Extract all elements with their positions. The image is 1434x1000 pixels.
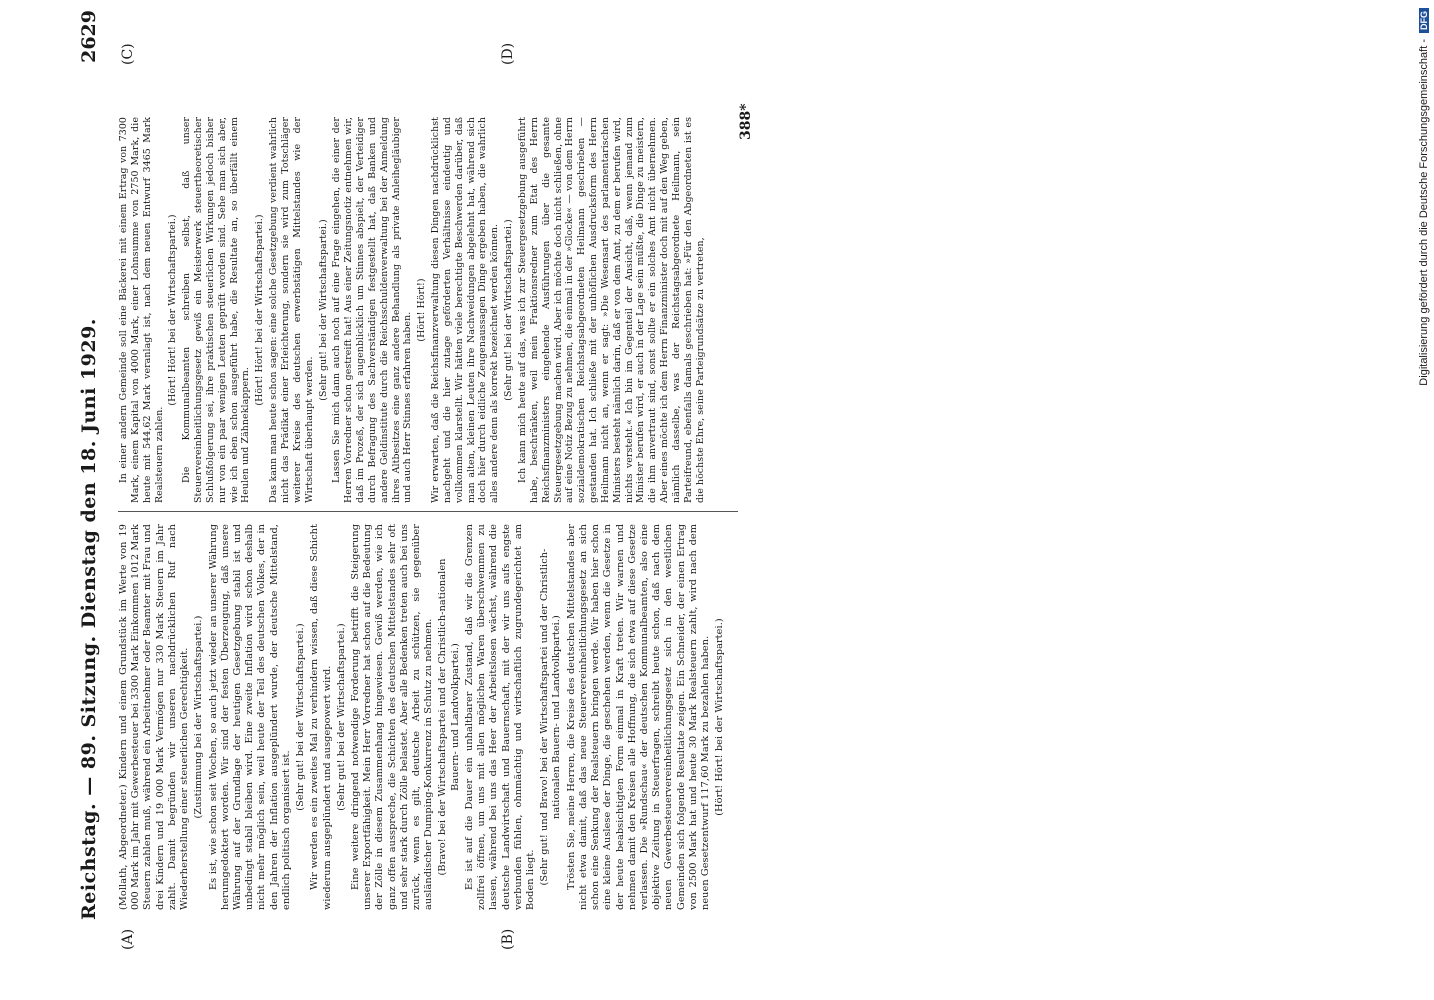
interjection: (Sehr gut! bei der Wirtschaftspartei.)	[295, 623, 307, 811]
page-number: 2629	[78, 10, 100, 63]
page-header	[78, 10, 118, 930]
digitization-sidebar	[1418, 8, 1434, 998]
dfg-logo: DFG	[1419, 8, 1429, 33]
margin-marker-d: (D)	[500, 42, 516, 65]
interjection: (Sehr gut! bei der Wirtschaftspartei.)	[503, 219, 515, 401]
paragraph: Eine weitere dringend notwendige Forderung betrifft die Steigerung unserer Exportfähigkeit. Mein Herr Vorredner hat schon auf die Bedeutung der Zölle in diesem Zusammenhang hingewiesen. Gewiß werden, wie ich ganz offen ausspreche, die Schichten des deutschen Mittelstandes sehr oft und sehr stark durch Zölle belastet. Aber alle Bedenken treten auch bei uns zurück, wenn es gilt, deutsche Arbeit zu schützen, sie gegenüber ausländischer Dumping-Konkurrenz in Schutz zu nehmen.	[349, 524, 435, 910]
paragraph: In einer andern Gemeinde soll eine Bäckerei mit einem Ertrag von 7300 Mark, einem Kapital von 4000 Mark, einer Lohnsumme von 2750 Mark, die heute mit 544,62 Mark veranlagt ist, nach dem neuen Entwurf 3465 Mark Realsteuern zahlen.	[118, 117, 165, 503]
interjection: (Sehr gut! bei der Wirtschaftspartei.)	[335, 623, 347, 811]
interjection: (Hört! Hört! bei der Wirtschaftspartei.)	[254, 214, 266, 406]
paragraph: (Mollath, Abgeordneter.) Kindern und einem Grundstück im Werte von 19 000 Mark im Jahr mit Gewerbesteuer bei 3300 Mark Einkommen 1012 Mark Steuern zahlen muß, während ein Arbeitnehmer oder Beamter mit Frau und drei Kindern und 19 000 Mark Vermögen nur 330 Mark Steuern im Jahr zahlt. Damit begründen wir unseren nachdrücklichen Ruf nach Wiederherstellung einer steuerlichen Gerechtigkeit.	[118, 524, 191, 910]
paragraph: Es ist, wie schon seit Wochen, so auch jetzt wieder an unserer Währung herumgedoktert worden. Wir sind der festen Überzeugung, daß unsere Währung auf der Grundlage der heutigen Gesetzgebung stabil ist und unbedingt stabil bleiben wird. Eine zweite Inflation wird schon deshalb nicht mehr möglich sein, weil heute der Teil des deutschen Volkes, der in den Jahren der Inflation ausgeplündert wurde, der deutsche Mittelstand, endlich politisch organisiert ist.	[207, 524, 292, 910]
paragraph: Wir erwarten, daß die Reichsfinanzverwaltung diesen Dingen nachdrücklichst nachgeht und die hier zutage geförderten Verhältnisse eindeutig und vollkommen klarstellt. Wir hätten viele berechtigte Beschwerden darüber, daß man alten, kleinen Leuten ihre Nachweidungen abgelehnt hat, während sich doch hier durch eidliche Zeugenaussagen Dinge ergeben haben, die wahrlich alles andere denn als korrekt bezeichnet werden können.	[430, 117, 501, 503]
paragraph: Lassen Sie mich dann auch noch auf eine Frage eingehen, die einer der Herren Vorredner schon gestreift hat! Aus einer Zeitungsnotiz entnehmen wir, daß im Prozeß, der sich augenblicklich um Stinnes abspielt, der Verteidiger durch Befragung des Sachverständigen festgestellt hat, daß Banken und andere Geldinstitute durch die Reichsschuldenverwaltung bei der Anmeldung ihres Altbesitzes eine ganz andere Behandlung als private Anleihegläubiger und auch Herr Stinnes erfahren haben.	[331, 117, 414, 503]
sidebar-text: Digitalisierung gefördert durch die Deutsche Forschungsgemeinschaft -	[1418, 39, 1430, 386]
interjection: (Hört! Hört! bei der Wirtschaftspartei.)	[714, 618, 726, 816]
paragraph: Die Kommunalbeamten schreiben selbst, daß unser Steuervereinheitlichungsgesetz gewiß ein Meisterwerk steuertheoretischer Schlußfolgerung sei, ihre praktischen steuerlichen Wirkungen jedoch bisher nur von ein paar wenigen Leuten geprüft worden sind. Sehe man sich aber, wie ich eben schon ausgeführt habe, die Resultate an, so überfällt einem Heulen und Zähneklappern.	[181, 117, 252, 503]
interjection: (Sehr gut! und Bravo! bei der Wirtschaftspartei und der Christlich-nationalen Bauern- und Landvolkpartei.)	[539, 548, 563, 886]
paragraph: Das kann man heute schon sagen: eine solche Gesetzgebung verdient wahrlich nicht das Prädikat einer Erleichterung, sondern sie wird zum Totschläger weiterer Kreise des deutschen erwerbstätigen Mittelstandes wie der Wirtschaft überhaupt werden.	[268, 117, 315, 503]
right-column	[118, 117, 707, 503]
column-divider	[118, 511, 738, 512]
interjection: (Bravo! bei der Wirtschaftspartei und der Christlich-nationalen Bauern- und Landvolkpartei.)	[437, 558, 461, 876]
signature-mark: 388*	[738, 103, 754, 140]
interjection: (Zustimmung bei der Wirtschaftspartei.)	[193, 615, 205, 819]
margin-marker-c: (C)	[120, 43, 136, 65]
interjection: (Hört! Hört!)	[416, 278, 428, 342]
paragraph: Trösten Sie, meine Herren, die Kreise des deutschen Mittelstandes aber nicht etwa damit, daß das neue Steuervereinheitlichungsgesetz an sich schon eine Senkung der Realsteuern bringen werde. Wir haben hier schon eine kleine Auslese der Dinge, die geschehen werden, wenn die Gesetze in der heute beabsichtigten Form einmal in Kraft treten. Wir warnen und nehmen damit den Kreisen alle Hoffnung, die sich etwa auf diese Gesetze verlassen. Die »Rundschau« der deutschen Kommunalbeamten, also eine objektive Zeitung in Steuerfragen, schreibt heute schon, daß nach dem neuen Gewerbesteuervereinheitlichungsgesetz sich in den westlichen Gemeinden sich folgende Resultate zeigen. Ein Schneider, der einen Ertrag von 2500 Mark hat und heute 30 Mark Realsteuern zahlt, wird nach dem neuen Gesetzentwurf 117,60 Mark zu bezahlen haben.	[565, 524, 712, 910]
interjection: (Hört! Hört! bei der Wirtschaftspartei.)	[167, 214, 179, 406]
paragraph: Es ist auf die Dauer ein unhaltbarer Zustand, daß wir die Grenzen zollfrei öffnen, um uns mit allen möglichen Waren überschwemmen zu lassen, während bei uns das Heer der Arbeitslosen wächst, während die deutsche Landwirtschaft und Bauernschaft, mit der wir uns aufs engste verbunden fühlen, ohnmächtig und wirtschaftlich zugrundegerichtet am Boden liegt.	[463, 524, 536, 910]
paragraph: Wir werden es ein zweites Mal zu verhindern wissen, daß diese Schicht wiederum ausgeplündert und ausgepowert wird.	[309, 524, 333, 910]
margin-marker-b: (B)	[500, 928, 516, 950]
interjection: (Sehr gut! bei der Wirtschaftspartei.)	[317, 219, 329, 401]
paragraph: Ich kann mich heute auf das, was ich zur Steuergesetzgebung ausgeführt habe, beschränken, weil mein Fraktionsredner zum Etat des Herrn Reichsfinanzministers eingehende Ausführungen über die gesamte Steuergesetzgebung machen wird. Aber ich möchte doch nicht schließen, ohne auf eine Notiz Bezug zu nehmen, die einmal in der »Glocke« — von dem Herrn sozialdemokratischen Reichstagsabgeordneten Heilmann geschrieben — gestanden hat. Ich schließe mit der unhöflichen Ausdrucksform des Herrn Heilmann nicht an, wenn er sagt: »Die Wesensart des parlamentarischen Ministers besteht nämlich darin, daß er von dem Amt, zu dem er berufen wird, nichts versteht.« Ich bin im Gegenteil der Ansicht, daß, wenn jemand zum Minister berufen wird, er auch in der Lage sein müßte, die Dinge zu meistern, die ihm anvertraut sind, sonst sollte er ein solches Amt nicht übernehmen. Aber eines möchte ich dem Herrn Finanzminister doch mit auf den Weg geben, nämlich dasselbe, was der Reichstagsabgeordnete Heilmann, sein Parteifreund, ebenfalls damals geschrieben hat: »Für den Abgeordneten ist es die höchste Ehre, seine Parteigrundsätze zu vertreten,	[517, 117, 706, 503]
margin-marker-a: (A)	[120, 928, 136, 950]
left-column	[118, 524, 729, 910]
header-title: Reichstag. — 89. Sitzung. Dienstag den 18. Juni 1929.	[78, 318, 100, 920]
